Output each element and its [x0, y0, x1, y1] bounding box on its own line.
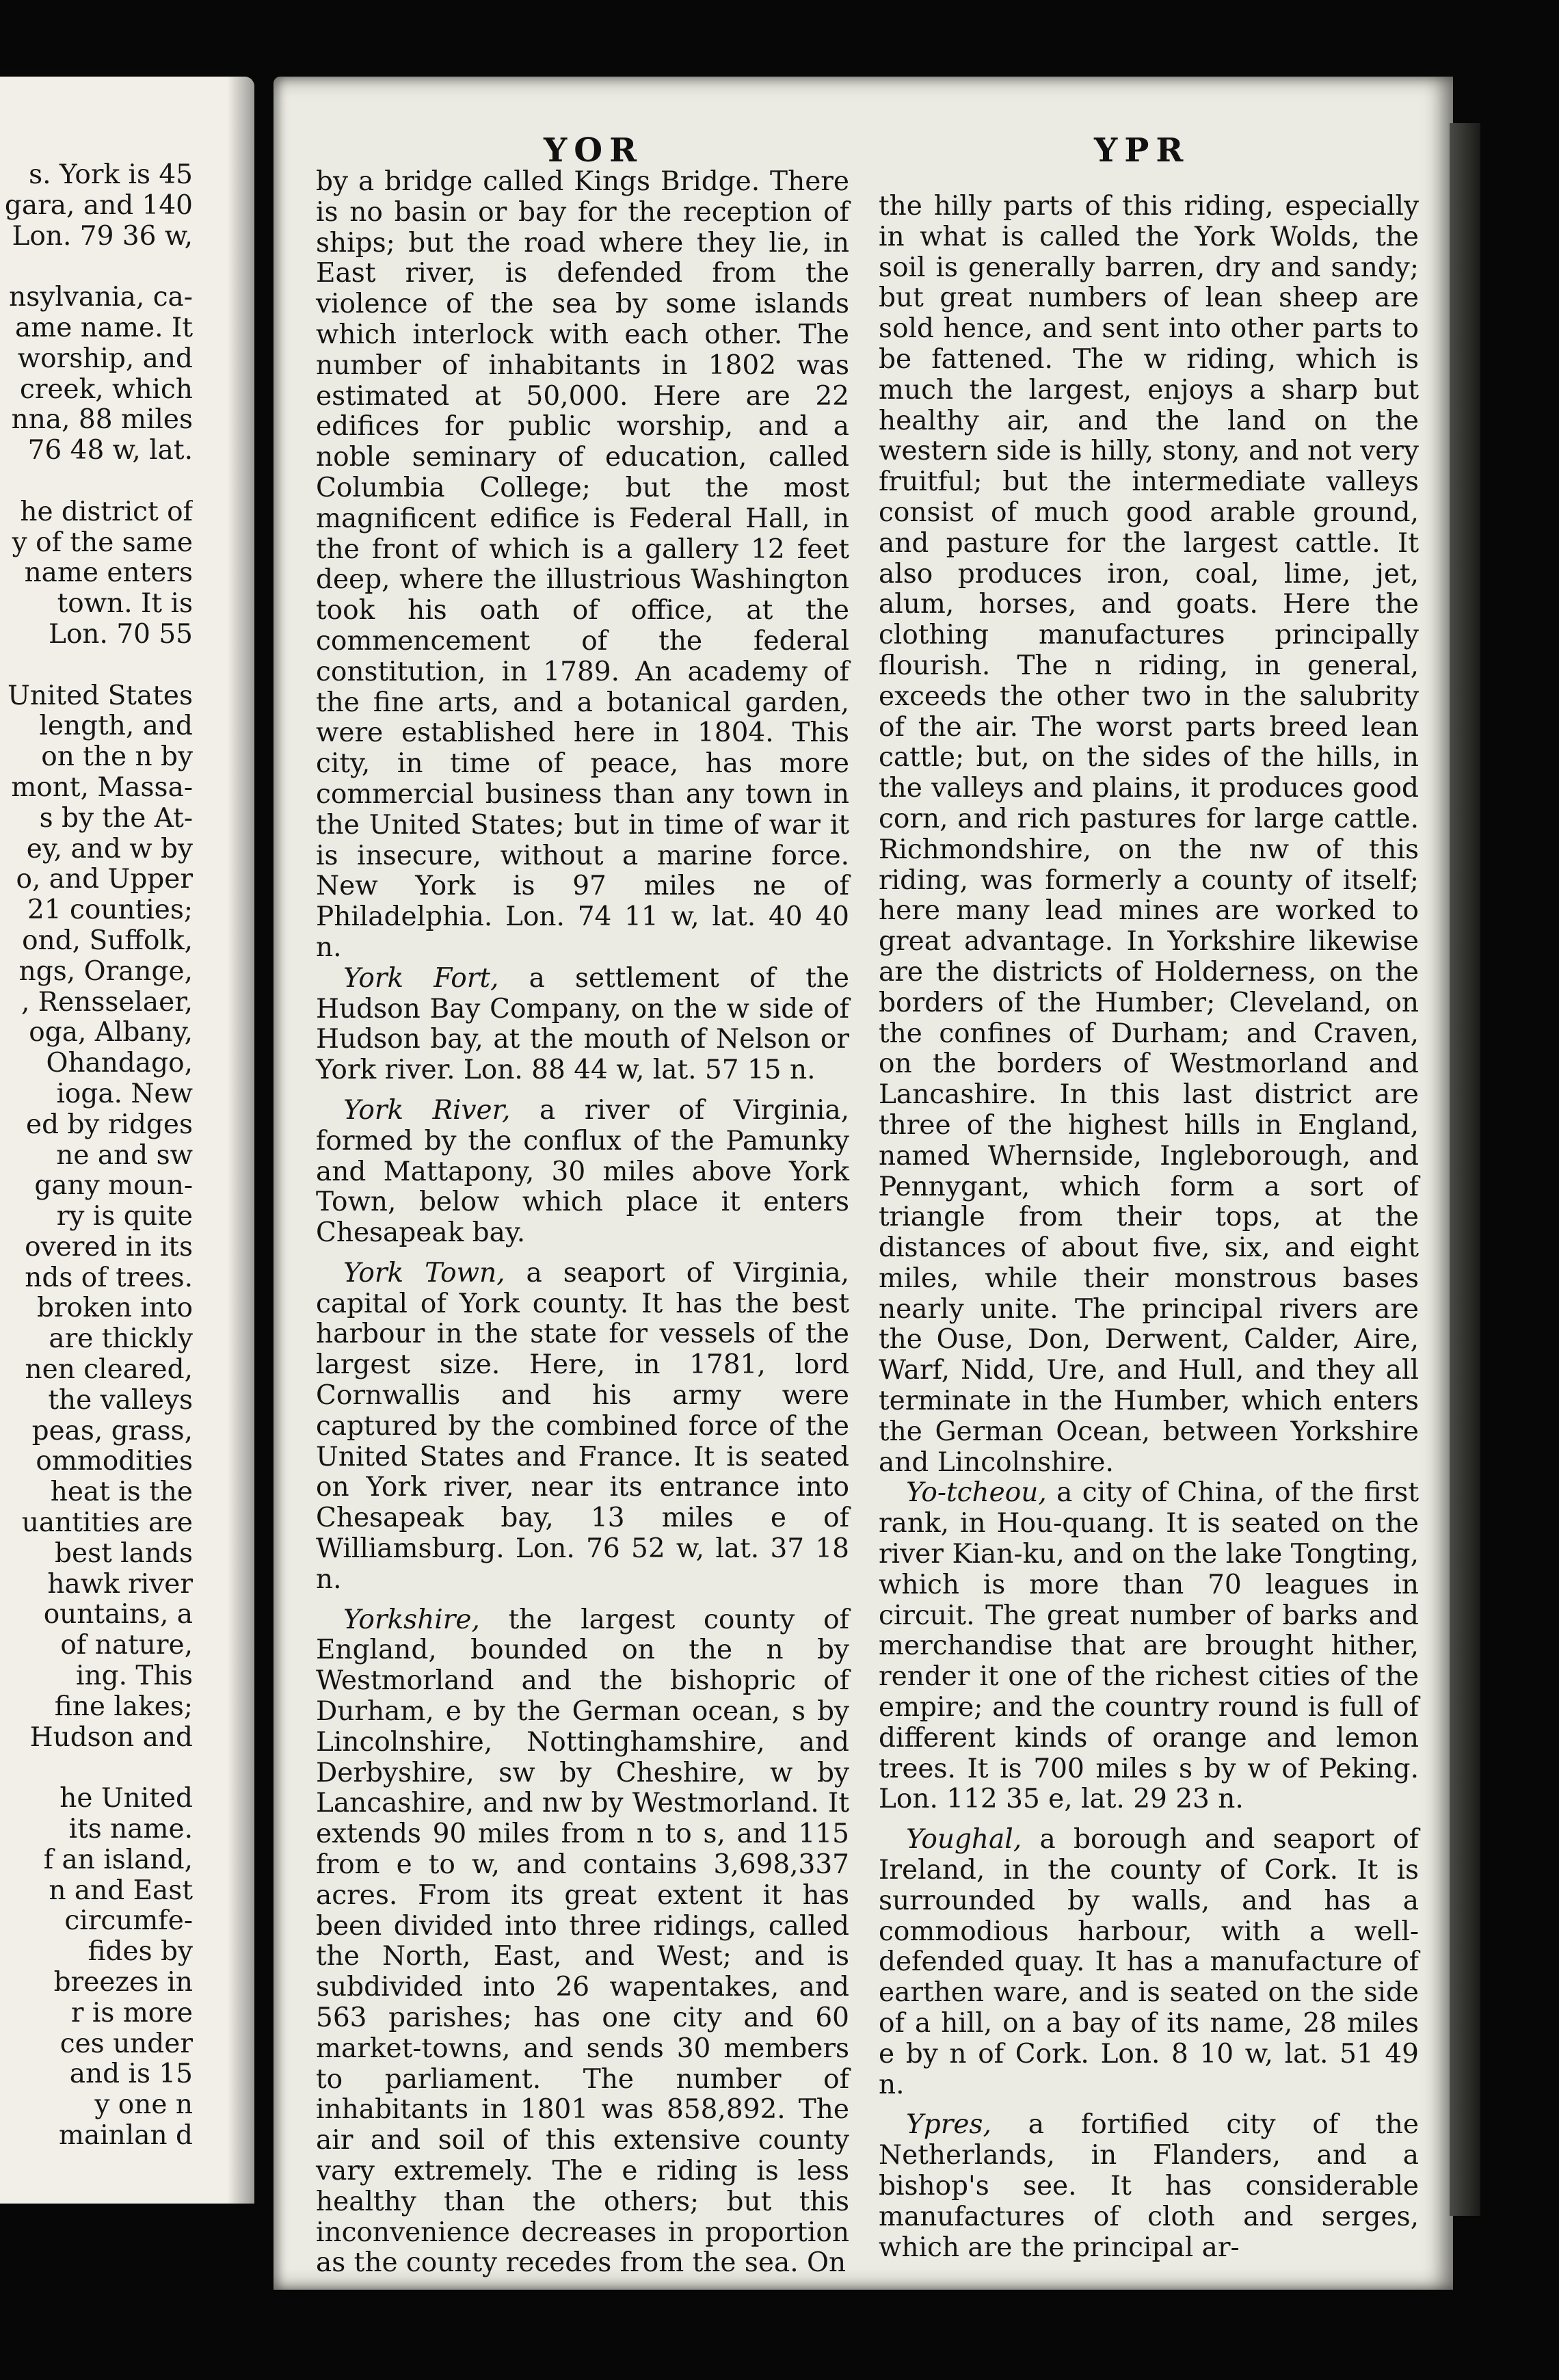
- left-page-line: [0, 650, 193, 681]
- entry-york-fort: [316, 964, 849, 1086]
- left-page-line: nna, 88 miles: [11, 404, 193, 436]
- gutter-shadow: [227, 77, 254, 2204]
- left-page-line: United States: [8, 680, 193, 711]
- entry-headword: Yo-tcheou,: [906, 1477, 1047, 1509]
- left-page-line: y one n: [94, 2089, 193, 2121]
- column-left: [316, 167, 849, 2279]
- left-page-line: r is more: [70, 1997, 193, 2028]
- left-page-line: heat is the: [50, 1477, 193, 1508]
- left-page-line: hawk river: [47, 1568, 193, 1600]
- left-page-line: nen cleared,: [25, 1354, 193, 1386]
- left-page-line: its name.: [68, 1814, 193, 1845]
- left-page-line: ing. This: [76, 1661, 193, 1692]
- left-page-line: s by the At-: [39, 802, 193, 834]
- left-page-line: Hudson and: [29, 1721, 193, 1753]
- left-page-line: [0, 466, 193, 497]
- entry-text: a settlement of the Hudson Bay Company, on the w side of Hudson bay, at the mouth of Nelson or York river. Lon. 88 44 w, lat. 57 15 n.: [316, 962, 850, 1086]
- entry-headword: Youghal,: [906, 1824, 1022, 1855]
- left-page-line: town. It is: [57, 588, 193, 620]
- running-head-right: YPR: [1094, 131, 1190, 170]
- left-page-line: Lon. 79 36 w,: [12, 220, 193, 252]
- left-page-line: of nature,: [60, 1630, 193, 1661]
- left-page-line: mainlan d: [58, 2120, 193, 2151]
- left-page-line: ond, Suffolk,: [22, 925, 193, 956]
- entry-continuation: the hilly parts of this riding, especially in what is called the York Wolds, the soil is generally barren, dry and sandy; but great numbers of lean sheep are sold hence, and sent into other parts to be fattened. The w riding, which is much the largest, enjoys a sharp but healthy air, and the land on the western side is hilly, stony, and not very fruitful; but the intermediate valleys consist of much good arable ground, and pasture for the largest cattle. It also produces iron, coal, lime, jet, alum, horses, and goats. Here the clothing manufactures principally flourish. The n riding, in general, exceeds the other two in the salubrity of the air. The worst parts breed lean cattle; but, on the sides of the hills, in the valleys and plains, it produces good corn, and rich pastures for large cattle. Richmondshire, on the nw of this riding, was formerly a county of itself; here many lead mines are worked to great advantage. In Yorkshire likewise are the districts of Holderness, on the borders of the Humber; Cleveland, on the confines of Durham; and Craven, on the borders of Westmorland and Lancashire. In this last district are three of the highest hills in England, named Whernside, Ingleborough, and Pennygant, which form a sort of triangle from their tops, at the distances of about five, six, and eight miles, while their monstrous bases nearly unite. The principal rivers are the Ouse, Don, Derwent, Calder, Aire, Warf, Nidd, Ure, and Hull, and they all terminate in the Humber, which enters the German Ocean, between Yorkshire and Lincolnshire.: [879, 191, 1419, 1478]
- left-page-line: and is 15: [69, 2059, 193, 2090]
- left-page-line: f an island,: [43, 1844, 193, 1875]
- entry-continuation: by a bridge called Kings Bridge. There is no basin or bay for the reception of ships; but the road where they lie, in East river, is defended from the violence of the sea by some islands which interlock with each other. The number of inhabitants in 1802 was estimated at 50,000. Here are 22 edifices for public worship, and a noble seminary of education, called Columbia College; but the most magnificent edifice is Federal Hall, in the front of which is a gallery 12 feet deep, where the illustrious Washington took his oath of office, at the commencement of the federal constitution, in 1789. An academy of the fine arts, and a botanical garden, were established here in 1804. This city, in time of peace, has more commercial business than any town in the United States; but in time of war it is insecure, without a marine force. New York is 97 miles ne of Philadelphia. Lon. 74 11 w, lat. 40 40 n.: [316, 166, 849, 963]
- left-page-line: on the n by: [41, 741, 193, 773]
- left-page-line: ngs, Orange,: [18, 955, 193, 987]
- left-page-line: nds of trees.: [25, 1262, 193, 1293]
- left-page-line: broken into: [36, 1293, 193, 1324]
- left-page-line: are thickly: [49, 1323, 193, 1355]
- left-page-line: ne and sw: [56, 1139, 193, 1171]
- left-page-line: oga, Albany,: [29, 1017, 193, 1048]
- entry-headword: York Town,: [343, 1257, 505, 1288]
- entry-headword: Yorkshire,: [343, 1604, 480, 1635]
- left-page-line: ioga. New: [56, 1078, 193, 1109]
- left-page-line: Lon. 70 55: [49, 618, 193, 650]
- left-page-line: , Rensselaer,: [21, 986, 193, 1018]
- entry-text: the largest county of England, bounded on the n by Westmorland and the bishopric of Durham, e by the German ocean, s by Lincolnshire, Nottinghamshire, and Derbyshire, sw by Cheshire, w by Lancashire, and nw by Westmorland. It extends 90 miles from n to s, and 115 from e to w, and contains 3,698,337 acres. From its great extent it has been divided into three ridings, called the North, East, and West; and is subdivided into 26 wapentakes, and 563 parishes; has one city and 60 market-towns, and sends 30 members to parliament. The number of inhabitants in 1801 was 858,892. The air and soil of this extensive county vary extremely. The e riding is less healthy than the others; but this inconvenience decreases in proportion as the county recedes from the sea. On: [316, 1604, 849, 2279]
- entry-headword: York River,: [343, 1094, 511, 1126]
- left-page-line: creek, which: [19, 373, 193, 405]
- left-page-line: 76 48 w, lat.: [27, 435, 193, 466]
- left-page-line: ry is quite: [56, 1201, 193, 1232]
- left-page-line: length, and: [39, 711, 193, 742]
- left-page-line: 21 counties;: [27, 895, 193, 926]
- column-right: [879, 191, 1419, 2263]
- left-page-line: o, and Upper: [16, 864, 193, 895]
- left-page-line: overed in its: [25, 1231, 193, 1262]
- left-page-line: circumfe-: [64, 1905, 193, 1937]
- entry-youghal: [879, 1825, 1419, 2100]
- left-page-line: ces under: [59, 2028, 193, 2059]
- left-page-line: fine lakes;: [54, 1691, 193, 1722]
- left-page-line: y of the same: [12, 527, 193, 558]
- left-page-line: ommodities: [36, 1446, 193, 1477]
- left-page-line: he United: [59, 1783, 193, 1814]
- left-page-line: name enters: [24, 557, 193, 589]
- entry-text: a borough and seaport of Ireland, in the county of Cork. It is surrounded by walls, and has a commodious harbour, with a well-defended quay. It has a manufacture of earthen ware, and is seated on the side of a hill, on a bay of its name, 28 miles e by n of Cork. Lon. 8 10 w, lat. 51 49 n.: [879, 1824, 1419, 2100]
- entry-yo-tcheou: [879, 1478, 1419, 1815]
- left-page-line: he district of: [20, 496, 193, 527]
- entry-headword: Ypres,: [906, 2109, 991, 2141]
- entry-text: a river of Virginia, formed by the conflux of the Pamunky and Mattapony, 30 miles above York Town, below which place it enters Chesapeak bay.: [316, 1094, 849, 1249]
- left-page-line: best lands: [55, 1537, 193, 1569]
- left-page-line: ountains, a: [43, 1599, 193, 1630]
- left-page-line: gara, and 140: [4, 189, 193, 221]
- entry-york-river: [316, 1096, 849, 1249]
- entry-york-town: [316, 1258, 849, 1596]
- left-page-line: ey, and w by: [26, 833, 193, 864]
- left-page: [0, 77, 254, 2204]
- left-page-line: the valleys: [48, 1384, 193, 1416]
- left-page-line: s. York is 45: [29, 160, 193, 190]
- entry-text: a seaport of Virginia, capital of York county. It has the best harbour in the state for vessels of the largest size. Here, in 1781, lord Cornwallis and his army were captured by the combined force of the United States and France. It is seated on York river, near its entrance into Chesapeak bay, 13 miles e of Williamsburg. Lon. 76 52 w, lat. 37 18 n.: [316, 1257, 849, 1595]
- entry-headword: York Fort,: [343, 962, 499, 994]
- left-page-line: n and East: [49, 1875, 193, 1906]
- left-page-line: [0, 1753, 193, 1784]
- left-page-line: breezes in: [53, 1967, 193, 1998]
- left-page-line: Ohandago,: [46, 1048, 193, 1079]
- left-page-line: [0, 252, 193, 282]
- left-page-line: gany moun-: [34, 1170, 193, 1202]
- left-page-line: fides by: [88, 1936, 193, 1968]
- entry-yorkshire: [316, 1605, 849, 2279]
- entry-ypres: [879, 2110, 1419, 2263]
- left-page-line: uantities are: [21, 1507, 193, 1539]
- entry-text: a city of China, of the first rank, in Hou-quang. It is seated on the river Kian-ku, and on the lake Tongting, which is more than 70 leagues in circuit. The great number of barks and merchandise that are brought hither, render it one of the richest cities of the empire; and the country round is full of different kinds of orange and lemon trees. It is 700 miles s by w of Peking. Lon. 112 35 e, lat. 29 23 n.: [879, 1477, 1419, 1815]
- running-head-left: YOR: [544, 131, 643, 170]
- left-page-line: ed by ridges: [26, 1109, 193, 1140]
- left-page-text-fragments: [0, 160, 193, 2152]
- left-page-line: ame name. It: [14, 312, 193, 343]
- left-page-line: nsylvania, ca-: [9, 282, 193, 313]
- page-edge: [1450, 123, 1480, 2216]
- entry-text: a fortified city of the Netherlands, in Flanders, and a bishop's see. It has considerable manufactures of cloth and serges, which are the principal ar-: [879, 2109, 1419, 2263]
- left-page-line: worship, and: [17, 343, 193, 374]
- left-page-line: peas, grass,: [31, 1415, 193, 1446]
- left-page-line: mont, Massa-: [11, 771, 193, 803]
